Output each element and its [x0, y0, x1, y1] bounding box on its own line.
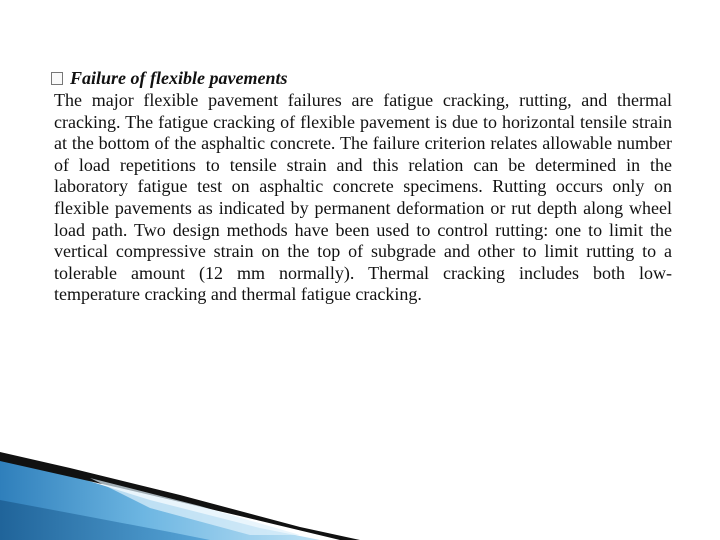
decor-black-stripe: [0, 452, 360, 540]
decor-blue-wave: [0, 455, 320, 540]
heading-row: [54, 66, 672, 90]
decor-dark-wave: [0, 500, 210, 540]
body-paragraph: The major flexible pavement failures are fatigue cracking, rutting, and thermal cracking. The fatigue cracking of flexible pavement is due to horizontal tensile strain at the bottom of the asphaltic concrete. The failure criterion relates allowable number of load repetitions to tensile strain and this relation can be determined in the laboratory fatigue test on asphaltic concrete specimens. Rutting occurs only on flexible pavements as indicated by permanent deformation or rut depth along wheel load path. Two design methods have been used to control rutting: one to limit the vertical compressive strain on the top of subgrade and other to limit rutting to a tolerable amount (12 mm normally). Thermal cracking includes both low-temperature cracking and thermal fatigue cracking.: [54, 90, 672, 305]
decor-light-stripe: [90, 478, 300, 535]
slide-heading: Failure of flexible pavements: [70, 68, 288, 88]
slide-content: [54, 66, 672, 306]
checkbox-bullet-icon: [51, 72, 63, 85]
